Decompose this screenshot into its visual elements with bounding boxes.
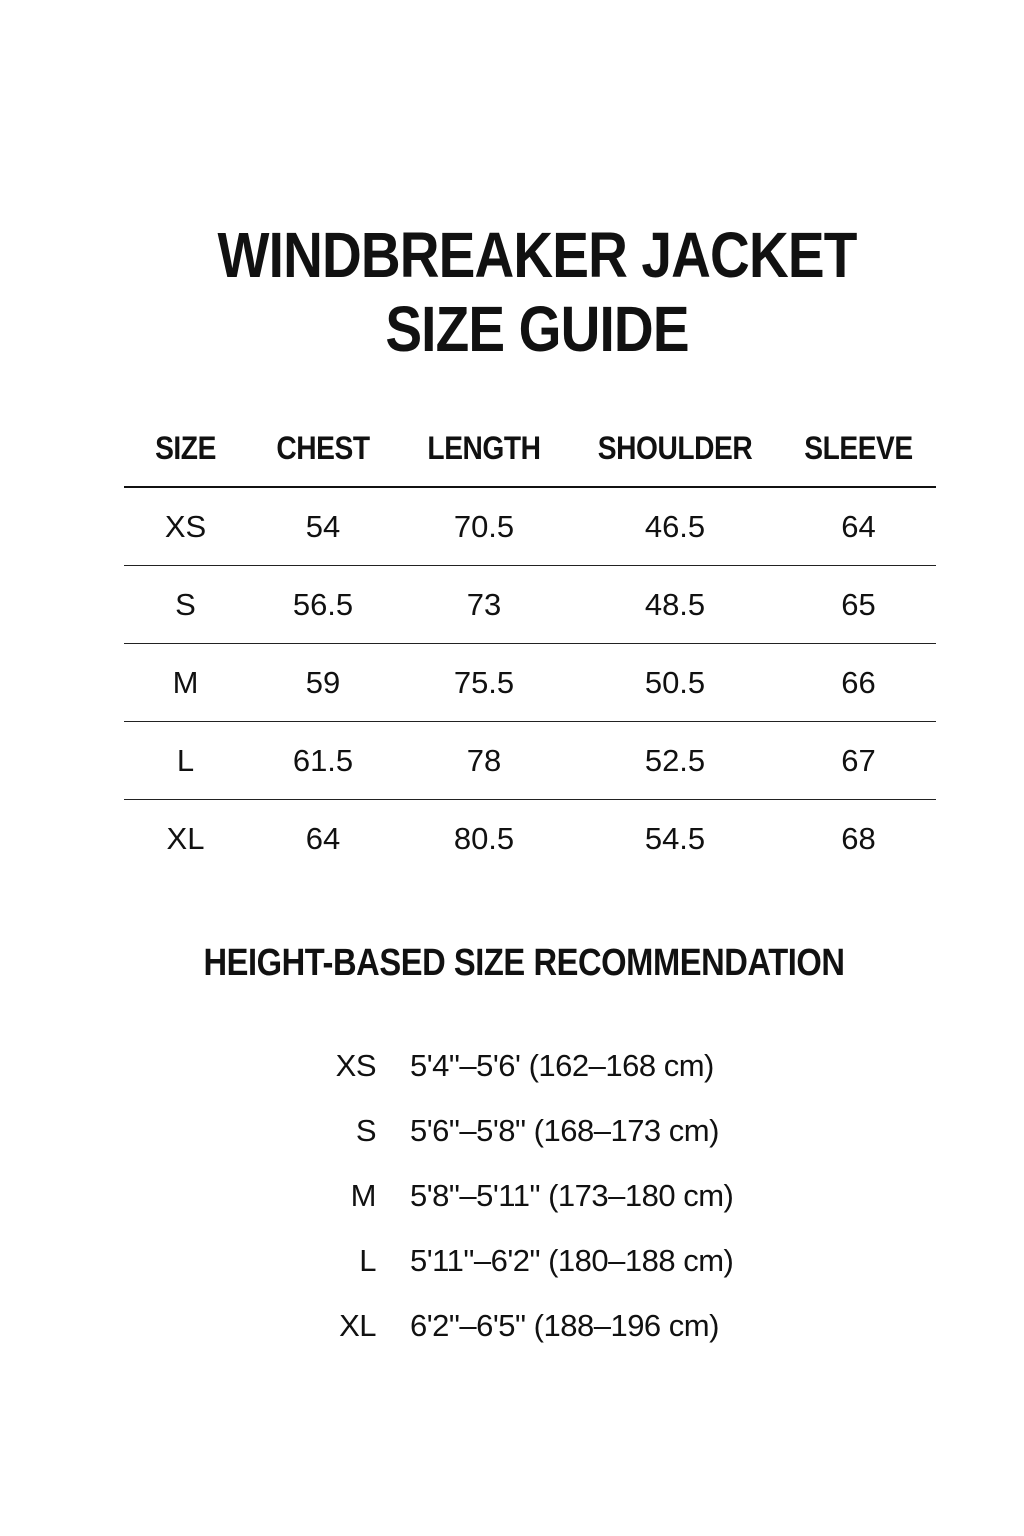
cell-shoulder: 50.5: [644, 664, 706, 700]
height-size-label: S: [355, 1113, 376, 1148]
cell-sleeve: 67: [841, 742, 876, 778]
height-size-label: XL: [339, 1308, 376, 1343]
cell-length: 78: [466, 742, 502, 778]
header-shoulder: SHOULDER: [597, 429, 753, 466]
height-size-label: M: [350, 1178, 376, 1213]
cell-chest: 61.5: [292, 742, 354, 778]
cell-size: XL: [166, 820, 205, 856]
cell-chest: 54: [305, 508, 341, 544]
height-range: 5'4"–5'6' (162–168 cm): [410, 1048, 714, 1083]
cell-shoulder: 52.5: [644, 742, 706, 778]
height-range: 5'11"–6'2" (180–188 cm): [410, 1243, 734, 1278]
list-item: [0, 1229, 1024, 1294]
cell-length: 70.5: [453, 508, 515, 544]
height-range: 5'6"–5'8" (168–173 cm): [410, 1113, 719, 1148]
cell-size: S: [175, 586, 196, 622]
table-row: [124, 722, 936, 800]
cell-chest: 59: [305, 664, 341, 700]
cell-chest: 64: [305, 820, 341, 856]
size-table: [124, 410, 936, 877]
header-sleeve: SLEEVE: [804, 429, 913, 466]
table-row: [124, 644, 936, 722]
cell-shoulder: 54.5: [644, 820, 706, 856]
list-item: [0, 1034, 1024, 1099]
cell-chest: 56.5: [292, 586, 354, 622]
header-chest: CHEST: [276, 429, 370, 466]
cell-shoulder: 46.5: [644, 508, 706, 544]
table-row: [124, 488, 936, 566]
table-row: [124, 800, 936, 877]
header-length: LENGTH: [427, 429, 541, 466]
height-size-label: XS: [335, 1048, 376, 1083]
title-line-2: SIZE GUIDE: [385, 293, 689, 365]
cell-sleeve: 68: [841, 820, 876, 856]
title-line-1: WINDBREAKER JACKET: [217, 219, 857, 291]
cell-sleeve: 65: [841, 586, 876, 622]
cell-shoulder: 48.5: [644, 586, 706, 622]
list-item: [0, 1099, 1024, 1164]
cell-sleeve: 66: [841, 664, 876, 700]
list-item: [0, 1164, 1024, 1229]
cell-sleeve: 64: [841, 508, 876, 544]
height-range: 5'8"–5'11" (173–180 cm): [410, 1178, 734, 1213]
page-title: [75, 218, 999, 366]
header-size: SIZE: [155, 429, 216, 466]
table-row: [124, 566, 936, 644]
cell-size: L: [176, 742, 195, 778]
height-size-label: L: [359, 1243, 376, 1278]
list-item: [0, 1294, 1024, 1359]
height-section-title: HEIGHT-BASED SIZE RECOMMENDATION: [203, 942, 845, 984]
height-range: 6'2"–6'5" (188–196 cm): [410, 1308, 719, 1343]
cell-size: XS: [164, 508, 207, 544]
cell-size: M: [172, 664, 199, 700]
table-header-row: [124, 410, 936, 488]
height-recommendation-list: [0, 1034, 1024, 1359]
cell-length: 73: [466, 586, 502, 622]
cell-length: 80.5: [453, 820, 515, 856]
cell-length: 75.5: [453, 664, 515, 700]
